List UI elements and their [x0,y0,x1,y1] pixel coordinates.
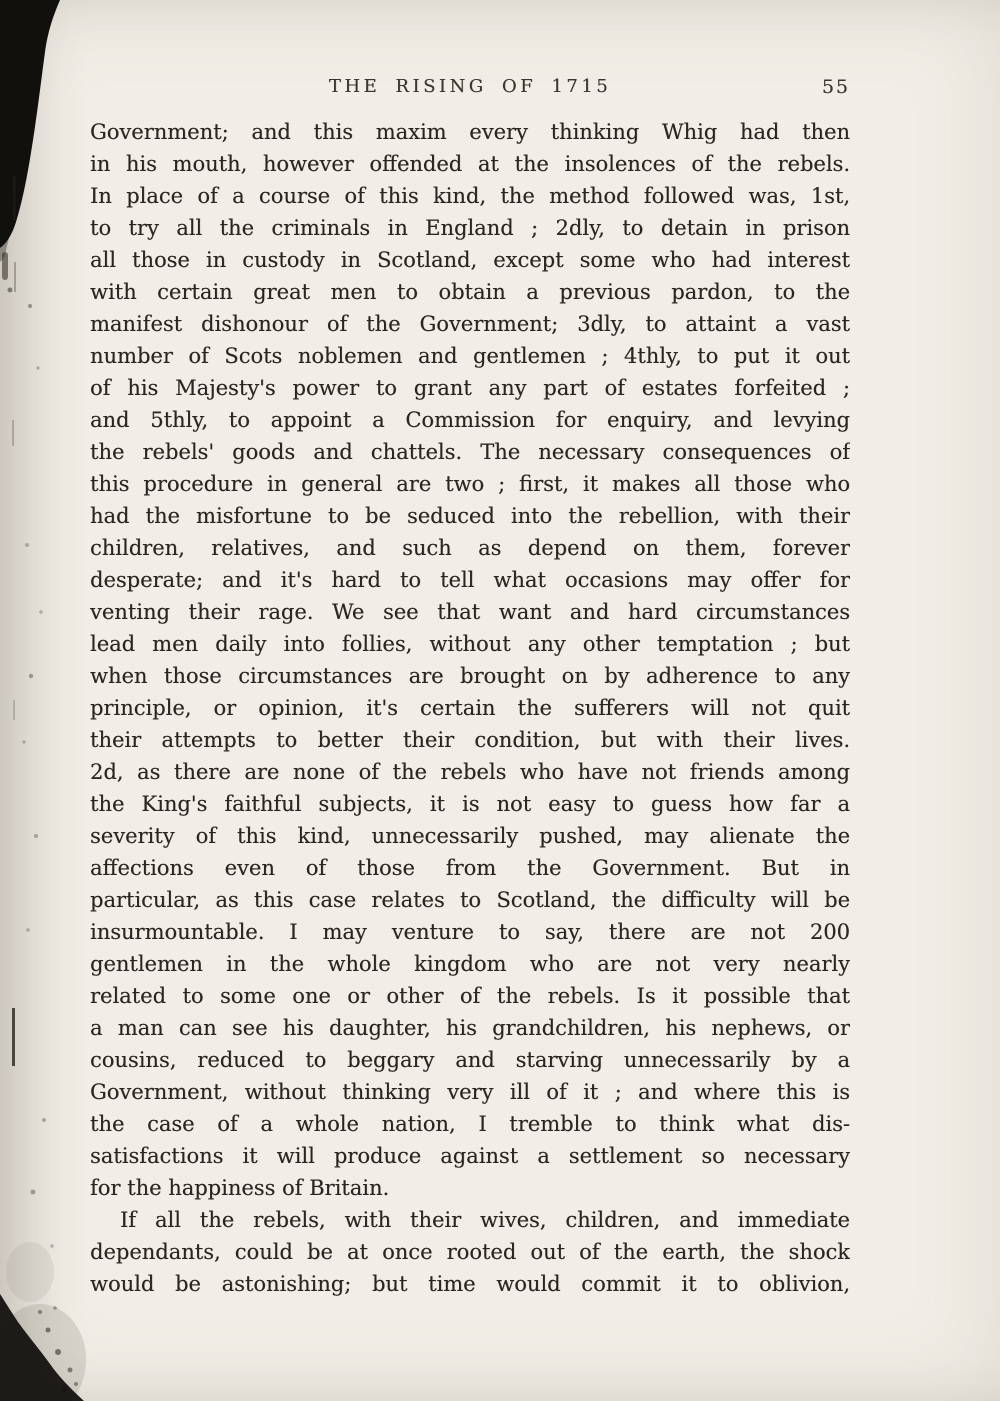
page-number: 55 [821,76,850,98]
text-line: the case of a whole nation, I tremble to think what dis- [90,1112,850,1136]
page-header [90,76,850,98]
text-line: dependants, could be at once rooted out of the earth, the shock [90,1240,850,1264]
text-line: children, relatives, and such as depend on them, forever [90,536,850,560]
body-text [90,116,850,1300]
text-line: number of Scots noblemen and gentlemen ; 4thly, to put it out [90,344,850,368]
text-line: related to some one or other of the rebels. Is it possible that [90,984,850,1008]
text-line: this procedure in general are two ; first, it makes all those who [90,472,850,496]
text-line: with certain great men to obtain a previous pardon, to the [90,280,850,304]
text-line: the King's faithful subjects, it is not easy to guess how far a [90,792,850,816]
text-line: a man can see his daughter, his grandchildren, his nephews, or [90,1016,850,1040]
text-line: insurmountable. I may venture to say, there are not 200 [90,920,850,944]
paragraph [90,116,850,1204]
text-line: their attempts to better their condition, but with their lives. [90,728,850,752]
text-line: when those circumstances are brought on by adherence to any [90,664,850,688]
text-line: particular, as this case relates to Scotland, the difficulty will be [90,888,850,912]
text-line: to try all the criminals in England ; 2dly, to detain in prison [90,216,850,240]
text-line: lead men daily into follies, without any other temptation ; but [90,632,850,656]
text-line: of his Majesty's power to grant any part of estates forfeited ; [90,376,850,400]
text-line: cousins, reduced to beggary and starving unnecessarily by a [90,1048,850,1072]
text-line: affections even of those from the Government. But in [90,856,850,880]
text-line: In place of a course of this kind, the method followed was, 1st, [90,184,850,208]
running-title: THE RISING OF 1715 [328,76,612,97]
text-line: had the misfortune to be seduced into the rebellion, with their [90,504,850,528]
text-line: If all the rebels, with their wives, children, and immediate [120,1208,850,1232]
text-line: would be astonishing; but time would commit it to oblivion, [90,1272,850,1296]
text-line: principle, or opinion, it's certain the sufferers will not quit [90,696,850,720]
bottom-left-ink-blob [0,1294,84,1401]
text-line: venting their rage. We see that want and hard circumstances [90,600,850,624]
text-line: all those in custody in Scotland, except some who had interest [90,248,850,272]
paragraph [90,1204,850,1300]
text-line: for the happiness of Britain. [90,1176,390,1200]
text-line: 2d, as there are none of the rebels who have not friends among [90,760,850,784]
text-line: and 5thly, to appoint a Commission for enquiry, and levying [90,408,850,432]
text-line: satisfactions it will produce against a settlement so necessary [90,1144,850,1168]
text-line: in his mouth, however offended at the insolences of the rebels. [90,152,850,176]
text-line: severity of this kind, unnecessarily pushed, may alienate the [90,824,850,848]
text-line: desperate; and it's hard to tell what occasions may offer for [90,568,850,592]
text-line: Government; and this maxim every thinking Whig had then [90,120,850,144]
text-line: Government, without thinking very ill of it ; and where this is [90,1080,850,1104]
text-line: gentlemen in the whole kingdom who are not very nearly [90,952,850,976]
text-line: the rebels' goods and chattels. The necessary consequences of [90,440,850,464]
text-line: manifest dishonour of the Government; 3dly, to attaint a vast [90,312,850,336]
